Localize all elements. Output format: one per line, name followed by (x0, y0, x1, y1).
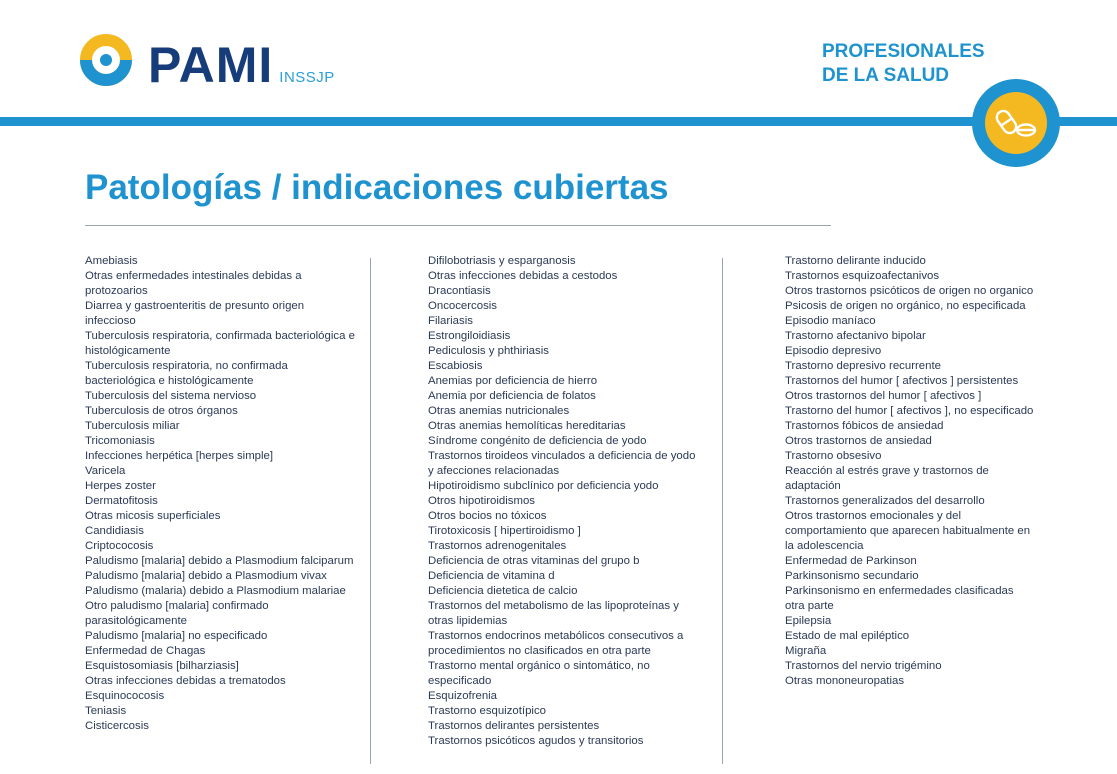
list-item: Trastornos adrenogenitales (428, 540, 567, 552)
list-item: Tricomoniasis (85, 435, 155, 447)
list-item: Trastorno esquizotípico (428, 705, 546, 717)
list-item: Tuberculosis respiratoria, no confirmada bacteriológica e histológicamente (85, 360, 288, 387)
section-title (822, 40, 985, 88)
list-item: Teniasis (85, 705, 127, 717)
list-item: Difilobotriasis y esparganosis (428, 255, 576, 267)
list-item: Infecciones herpética [herpes simple] (85, 450, 274, 462)
pami-logo-icon (78, 32, 134, 88)
list-item: Tuberculosis de otros órganos (85, 405, 238, 417)
list-item: Oncocercosis (428, 300, 498, 312)
list-item: Síndrome congénito de deficiencia de yodo (428, 435, 647, 447)
list-item: Herpes zoster (85, 480, 156, 492)
list-item: Amebiasis (85, 255, 138, 267)
list-item: Trastorno del humor [ afectivos ], no especificado (785, 405, 1034, 417)
list-item: Otras infecciones debidas a trematodos (85, 675, 286, 687)
list-item: Trastorno delirante inducido (785, 255, 926, 267)
list-item: Parkinsonismo secundario (785, 570, 919, 582)
column-divider (722, 258, 723, 764)
pills-icon (970, 77, 1062, 169)
list-item: Hipotiroidismo subclínico por deficiencia yodo (428, 480, 659, 492)
list-item: Otros bocios no tóxicos (428, 510, 547, 522)
pathology-list-column-3 (785, 254, 1035, 689)
list-item: Trastorno depresivo recurrente (785, 360, 941, 372)
list-item: Deficiencia de vitamina d (428, 570, 555, 582)
list-item: Trastorno mental orgánico o sintomático, no especificado (428, 660, 650, 687)
list-item: Otros hipotiroidismos (428, 495, 535, 507)
list-item: Pediculosis y phthiriasis (428, 345, 549, 357)
list-item: Trastorno afectanivo bipolar (785, 330, 926, 342)
list-item: Escabiosis (428, 360, 483, 372)
list-item: Psicosis de origen no orgánico, no especificada (785, 300, 1026, 312)
list-item: Deficiencia de otras vitaminas del grupo b (428, 555, 640, 567)
list-item: Dermatofitosis (85, 495, 158, 507)
section-title-line1: PROFESIONALES (822, 41, 985, 62)
list-item: Episodio depresivo (785, 345, 882, 357)
list-item: Tirotoxicosis [ hipertiroidismo ] (428, 525, 581, 537)
pathology-list-column-1 (85, 254, 357, 734)
list-item: Enfermedad de Chagas (85, 645, 206, 657)
list-item: Anemias por deficiencia de hierro (428, 375, 598, 387)
list-item: Esquizofrenia (428, 690, 498, 702)
list-item: Otros trastornos de ansiedad (785, 435, 932, 447)
list-item: Otras enfermedades intestinales debidas a protozoarios (85, 270, 302, 297)
list-item: Episodio maníaco (785, 315, 876, 327)
list-item: Estado de mal epiléptico (785, 630, 910, 642)
list-item: Otro paludismo [malaria] confirmado parasitológicamente (85, 600, 269, 627)
list-item: Candidiasis (85, 525, 144, 537)
list-item: Trastornos endocrinos metabólicos consecutivos a procedimientos no clasificados en otra parte (428, 630, 684, 657)
list-item: Deficiencia dietetica de calcio (428, 585, 578, 597)
list-item: Trastornos delirantes persistentes (428, 720, 600, 732)
list-item: Trastorno obsesivo (785, 450, 882, 462)
list-item: Trastornos fóbicos de ansiedad (785, 420, 944, 432)
title-divider (85, 225, 831, 226)
list-item: Diarrea y gastroenteritis de presunto origen infeccioso (85, 300, 305, 327)
list-item: Paludismo [malaria] debido a Plasmodium vivax (85, 570, 327, 582)
list-item: Tuberculosis miliar (85, 420, 180, 432)
section-title-line2: DE LA SALUD (822, 65, 950, 86)
page-header (0, 0, 1117, 165)
list-item: Esquistosomiasis [bilharziasis] (85, 660, 239, 672)
list-item: Cisticercosis (85, 720, 149, 732)
page-title: Patologías / indicaciones cubiertas (85, 168, 669, 207)
list-item: Enfermedad de Parkinson (785, 555, 917, 567)
list-item: Paludismo [malaria] debido a Plasmodium falciparum (85, 555, 354, 567)
list-item: Parkinsonismo en enfermedades clasificadas otra parte (785, 585, 1014, 612)
list-item: Filariasis (428, 315, 473, 327)
list-item: Trastornos del metabolismo de las lipoproteínas y otras lipidemias (428, 600, 679, 627)
list-item: Tuberculosis respiratoria, confirmada bacteriológica e histológicamente (85, 330, 355, 357)
list-item: Reacción al estrés grave y trastornos de adaptación (785, 465, 989, 492)
list-item: Paludismo (malaria) debido a Plasmodium malariae (85, 585, 346, 597)
list-item: Trastornos del nervio trigémino (785, 660, 942, 672)
header-divider (0, 117, 1117, 126)
list-item: Paludismo [malaria] no especificado (85, 630, 268, 642)
list-item: Tuberculosis del sistema nervioso (85, 390, 257, 402)
list-item: Otras mononeuropatias (785, 675, 905, 687)
list-item: Esquinococosis (85, 690, 165, 702)
list-item: Dracontiasis (428, 285, 491, 297)
list-item: Migraña (785, 645, 827, 657)
list-item: Epilepsia (785, 615, 832, 627)
list-item: Otras infecciones debidas a cestodos (428, 270, 618, 282)
pami-logo (78, 32, 335, 93)
list-item: Otras micosis superficiales (85, 510, 221, 522)
list-item: Otras anemias nutricionales (428, 405, 570, 417)
list-item: Otras anemias hemolíticas hereditarias (428, 420, 626, 432)
list-item: Trastornos del humor [ afectivos ] persistentes (785, 375, 1019, 387)
list-item: Criptococosis (85, 540, 154, 552)
logo-wordmark: PAMI (148, 37, 274, 93)
list-item: Otros trastornos del humor [ afectivos ] (785, 390, 982, 402)
list-item: Trastornos psicóticos agudos y transitorios (428, 735, 644, 747)
list-item: Trastornos generalizados del desarrollo (785, 495, 985, 507)
list-item: Trastornos esquizoafectanivos (785, 270, 940, 282)
list-item: Otros trastornos emocionales y del comportamiento que aparecen habitualmente en la adolescencia (785, 510, 1031, 552)
list-item: Trastornos tiroideos vinculados a deficiencia de yodo y afecciones relacionadas (428, 450, 696, 477)
list-item: Estrongiloidiasis (428, 330, 511, 342)
list-item: Varicela (85, 465, 126, 477)
column-divider (370, 258, 371, 764)
list-item: Otros trastornos psicóticos de origen no organico (785, 285, 1034, 297)
pathology-list-column-2 (428, 254, 698, 749)
logo-subtext: INSSJP (279, 69, 335, 86)
list-item: Anemia por deficiencia de folatos (428, 390, 596, 402)
